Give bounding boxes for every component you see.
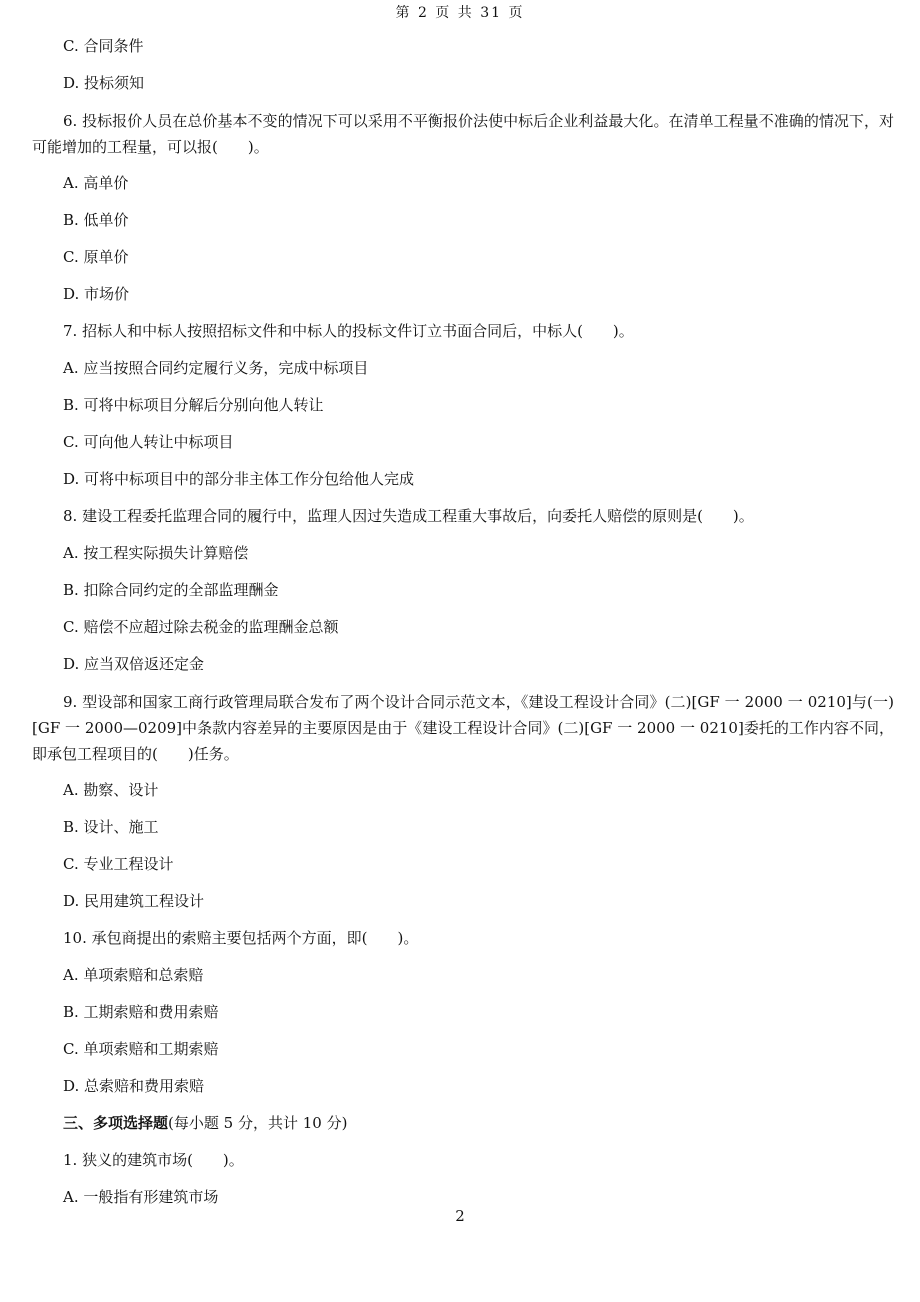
section-heading-note: (每小题 5 分，共计 10 分) — [168, 1114, 348, 1132]
document-body — [32, 28, 894, 1216]
option-line: C. 合同条件 — [63, 37, 144, 55]
option-line: A. 单项索赔和总索赔 — [63, 966, 204, 984]
option-line: D. 总索赔和费用索赔 — [63, 1077, 205, 1095]
option-line: C. 原单价 — [63, 248, 129, 266]
option-line: A. 按工程实际损失计算赔偿 — [63, 544, 249, 562]
option-line: A. 高单价 — [63, 174, 129, 192]
option-line: B. 低单价 — [63, 211, 129, 229]
option-line: C. 赔偿不应超过除去税金的监理酬金总额 — [63, 618, 339, 636]
question-line: 8. 建设工程委托监理合同的履行中，监理人因过失造成工程重大事故后，向委托人赔偿的原则是( )。 — [63, 507, 754, 525]
option-line: B. 扣除合同约定的全部监理酬金 — [63, 581, 279, 599]
section-heading — [32, 1105, 894, 1142]
page-number: 2 — [455, 1207, 465, 1225]
option-line: B. 设计、施工 — [63, 818, 159, 836]
option-line: D. 市场价 — [63, 285, 130, 303]
option-line: C. 专业工程设计 — [63, 855, 174, 873]
option-line: A. 一般指有形建筑市场 — [63, 1188, 219, 1206]
question-line: 6. 投标报价人员在总价基本不变的情况下可以采用不平衡报价法使中标后企业利益最大化。在清单工程量不准确的情况下，对可能增加的工程量，可以报( )。 — [32, 112, 894, 156]
question-line: 1. 狭义的建筑市场( )。 — [63, 1151, 244, 1169]
page-header: 第 2 页 共 31 页 — [395, 5, 525, 21]
option-line: D. 可将中标项目中的部分非主体工作分包给他人完成 — [63, 470, 415, 488]
question-line: 10. 承包商提出的索赔主要包括两个方面，即( )。 — [63, 929, 419, 947]
section-heading-title: 三、多项选择题 — [63, 1114, 169, 1132]
question-line: 9. 型设部和国家工商行政管理局联合发布了两个设计合同示范文本，《建设工程设计合同》(二)[GF 一 2000 一 0210]与(一)[GF 一 2000—0209]中条款内容差异的主要原因是由于《建设工程设计合同》(二)[GF 一 2000 一 0210]委托的工作内容不同，即承包工程项目的( )任务。 — [32, 693, 894, 763]
option-line: B. 工期索赔和费用索赔 — [63, 1003, 219, 1021]
option-line: D. 应当双倍返还定金 — [63, 655, 205, 673]
option-line: B. 可将中标项目分解后分别向他人转让 — [63, 396, 324, 414]
option-line: D. 投标须知 — [63, 74, 145, 92]
option-line: C. 单项索赔和工期索赔 — [63, 1040, 219, 1058]
option-line: C. 可向他人转让中标项目 — [63, 433, 234, 451]
option-line: A. 应当按照合同约定履行义务，完成中标项目 — [63, 359, 369, 377]
option-line: A. 勘察、设计 — [63, 781, 159, 799]
option-line: D. 民用建筑工程设计 — [63, 892, 205, 910]
question-line: 7. 招标人和中标人按照招标文件和中标人的投标文件订立书面合同后，中标人( )。 — [63, 322, 634, 340]
